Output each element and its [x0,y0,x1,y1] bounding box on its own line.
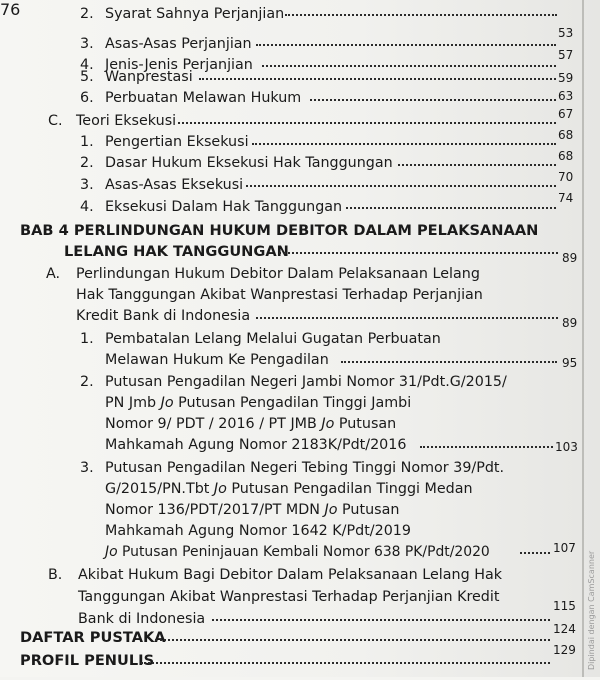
italic-jo: Jo [324,502,338,518]
entry-title-line: Mahkamah Agung Nomor 2183K/Pdt/2016 [105,437,407,453]
entry-number: 1. [80,331,94,347]
entry-page: 89 [562,251,578,265]
entry-title-line: Perlindungan Hukum Debitor Dalam Pelaksanaan Lelang [76,266,480,282]
watermark-text: Dipindai dengan CamScanner [587,550,596,670]
entry-page: 53 [558,26,574,40]
entry-page: 115 [553,599,576,613]
entry-title-line: Putusan Pengadilan Negeri Tebing Tinggi Nomor 39/Pdt. [105,460,505,476]
dot-leader [252,143,556,145]
entry-title: Asas-Asas Perjanjian [105,36,252,52]
text-segment: G/2015/PN.Tbt [105,481,214,497]
entry-number: 2. [80,6,94,22]
text-segment: Putusan Pengadilan Tinggi Medan [226,481,473,497]
entry-number: A. [46,266,61,282]
entry-number: 2. [80,155,94,171]
entry-title: Jenis-Jenis Perjanjian [105,57,253,73]
dot-leader [285,14,557,16]
entry-title: Perbuatan Melawan Hukum [105,90,302,106]
entry-page: 57 [558,48,574,62]
entry-title-line: Pembatalan Lelang Melalui Gugatan Perbuatan [105,331,441,347]
dot-leader [256,44,556,46]
entry-title: Eksekusi Dalam Hak Tanggungan [105,199,343,215]
entry-title: Dasar Hukum Eksekusi Hak Tanggungan [105,155,393,171]
entry-number: 5. [80,69,94,85]
entry-number: 3. [80,36,94,52]
entry-title-line: Melawan Hukum Ke Pengadilan [105,352,329,368]
entry-page: 89 [562,316,578,330]
entry-title-line [105,414,396,434]
italic-jo: Jo [321,416,335,432]
entry-page: 68 [558,128,574,142]
entry-page: 124 [553,622,576,636]
entry-title-line: Hak Tanggungan Akibat Wanprestasi Terhadap Perjanjian [76,287,483,303]
entry-title-line: Tanggungan Akibat Wanprestasi Terhadap Perjanjian Kredit [78,589,500,605]
italic-jo: Jo [160,395,174,411]
entry-title-line: Mahkamah Agung Nomor 1642 K/Pdt/2019 [105,523,412,539]
chapter-title-line2: LELANG HAK TANGGUNGAN [64,243,289,260]
entry-number: B. [48,567,63,583]
dot-leader [262,65,556,67]
dot-leader [155,639,550,641]
dot-leader [141,662,550,664]
entry-title: Asas-Asas Eksekusi [105,177,244,193]
italic-jo: Jo [105,544,118,560]
entry-title-line: Akibat Hukum Bagi Debitor Dalam Pelaksanaan Lelang Hak [78,567,502,583]
entry-number: 3. [80,460,94,476]
entry-page: 59 [558,71,574,85]
dot-leader [256,317,558,319]
entry-title: Syarat Sahnya Perjanjian [105,6,285,22]
entry-title: Pengertian Eksekusi [105,134,249,150]
text-segment: Putusan Pengadilan Tinggi Jambi [173,395,412,411]
dot-leader [246,185,556,187]
dot-leader [279,252,558,254]
entry-page: 129 [553,643,576,657]
entry-title-line [105,500,399,520]
dot-leader [520,552,550,554]
entry-number: 6. [80,90,94,106]
dot-leader [420,446,553,448]
entry-page: 70 [558,170,574,184]
dot-leader [178,122,556,124]
entry-title-line: Bank di Indonesia [78,611,206,627]
entry-number: 2. [80,374,94,390]
text-segment: Nomor 9/ PDT / 2016 / PT JMB [105,416,322,432]
entry-title-line: Putusan Pengadilan Negeri Jambi Nomor 31/Pdt.G/2015/ [105,374,507,390]
dot-leader [199,78,556,80]
entry-page: 67 [558,107,574,121]
entry-page: 74 [558,191,574,205]
entry-page: 68 [558,149,574,163]
entry-number: 1. [80,134,94,150]
entry-title: DAFTAR PUSTAKA [20,629,166,646]
entry-number: 4. [80,199,94,215]
entry-page: 95 [562,356,578,370]
dot-leader [346,207,556,209]
entry-title-line [105,393,411,413]
chapter-title-line1: BAB 4 PERLINDUNGAN HUKUM DEBITOR DALAM PELAKSANAAN [20,222,539,239]
entry-title-line: Kredit Bank di Indonesia [76,308,251,324]
entry-title: PROFIL PENULIS [20,652,155,669]
entry-title-line [105,479,473,499]
dot-leader [212,619,550,621]
entry-page: 103 [555,440,578,454]
entry-page: 76 [0,0,21,19]
entry-title-line [105,542,490,562]
text-segment: PN Jmb [105,395,161,411]
text-segment: Nomor 136/PDT/2017/PT MDN [105,502,325,518]
entry-page: 107 [553,541,576,555]
text-segment: Putusan Peninjauan Kembali Nomor 638 PK/Pdt/2020 [117,544,490,560]
entry-title: Wanprestasi [105,69,193,85]
text-segment: Putusan [334,416,397,432]
entry-number: 4. [80,57,94,73]
dot-leader [398,164,556,166]
text-segment: Putusan [337,502,400,518]
dot-leader [341,361,557,363]
entry-title: Teori Eksekusi [76,113,177,129]
italic-jo: Jo [213,481,227,497]
entry-number: C. [48,113,63,129]
entry-number: 3. [80,177,94,193]
dot-leader [310,99,556,101]
entry-page: 63 [558,89,574,103]
